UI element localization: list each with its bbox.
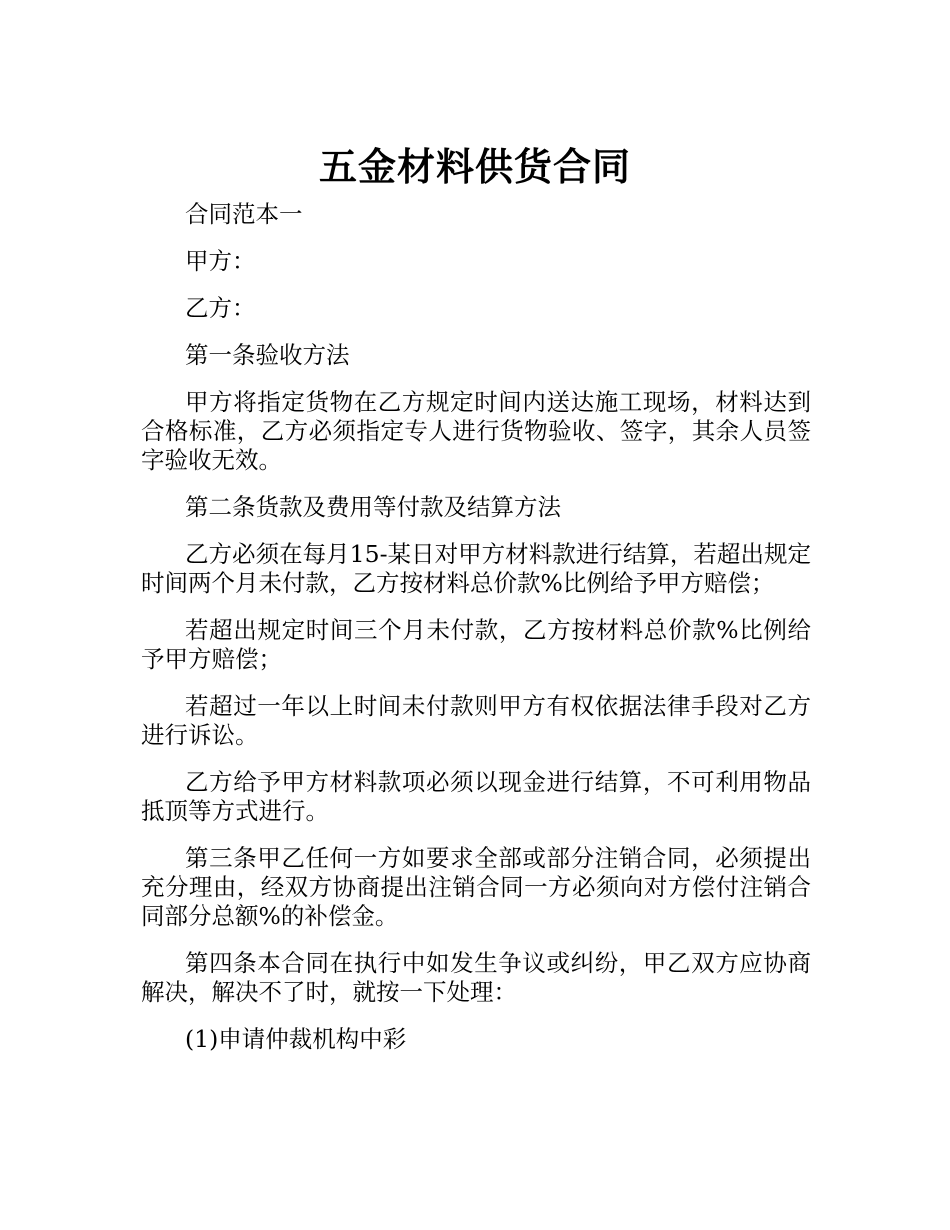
document-body <box>141 200 811 1054</box>
paragraph-article-1-heading: 第一条验收方法 <box>185 341 350 369</box>
paragraph-article-2-heading: 第二条货款及费用等付款及结算方法 <box>185 493 561 521</box>
paragraph-article-1-body: 甲方将指定货物在乙方规定时间内送达施工现场，材料达到合格标准，乙方必须指定专人进行货物验收、签字，其余人员签字验收无效。 <box>141 388 811 474</box>
document-title: 五金材料供货合同 <box>318 145 631 190</box>
paragraph-article-2-body-4: 乙方给予甲方材料款项必须以现金进行结算，不可利用物品抵顶等方式进行。 <box>141 768 811 825</box>
paragraph-article-4: 第四条本合同在执行中如发生争议或纠纷，甲乙双方应协商解决，解决不了时，就按一下处理： <box>141 949 811 1006</box>
paragraph-article-2-body-1: 乙方必须在每月15-某日对甲方材料款进行结算，若超出规定时间两个月未付款，乙方按材料总价款%比例给予甲方赔偿； <box>141 540 811 597</box>
paragraph-article-2-body-3: 若超过一年以上时间未付款则甲方有权依据法律手段对乙方进行诉讼。 <box>141 692 811 749</box>
paragraph-party-a: 甲方： <box>185 247 256 275</box>
paragraph-article-3: 第三条甲乙任何一方如要求全部或部分注销合同，必须提出充分理由，经双方协商提出注销合同一方必须向对方偿付注销合同部分总额%的补偿金。 <box>141 844 811 930</box>
paragraph-template-label: 合同范本一 <box>185 200 303 228</box>
paragraph-article-4-item-1: (1)申请仲裁机构中彩 <box>185 1025 407 1053</box>
paragraph-article-2-body-2: 若超出规定时间三个月未付款，乙方按材料总价款%比例给予甲方赔偿； <box>141 616 811 673</box>
paragraph-party-b: 乙方： <box>185 294 256 322</box>
